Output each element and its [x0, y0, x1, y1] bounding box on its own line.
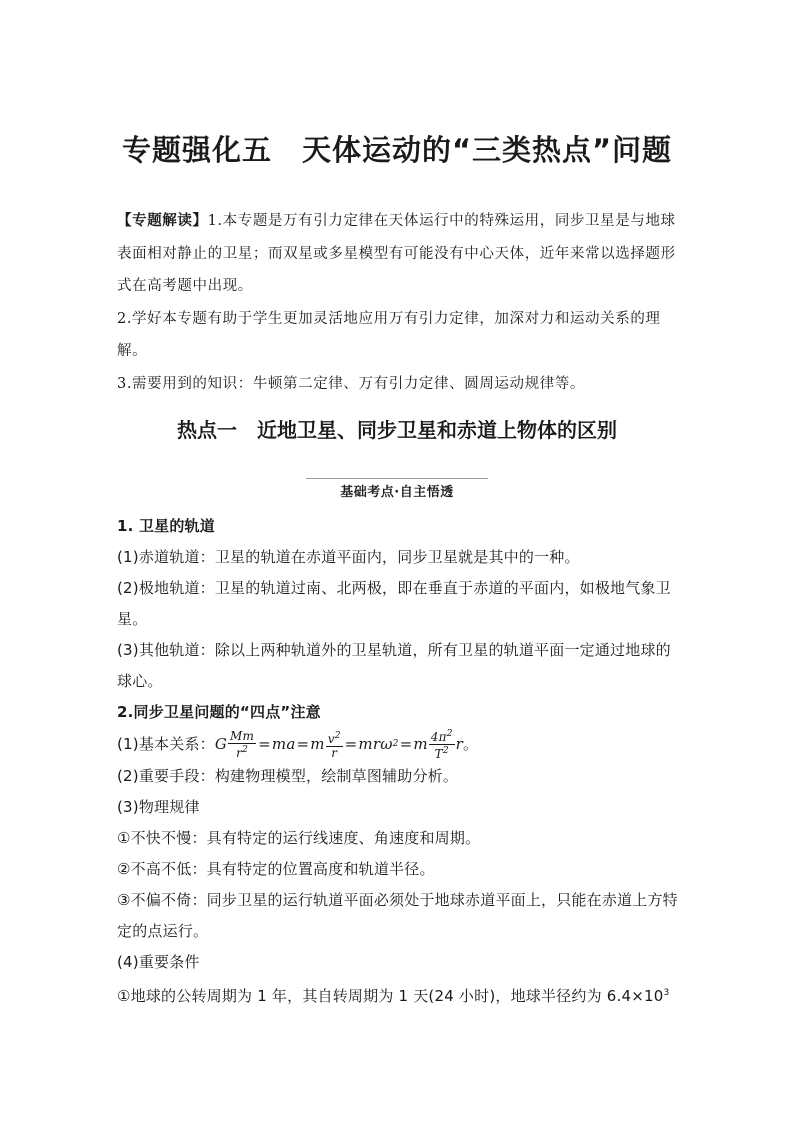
intro-paragraph-1 [117, 205, 677, 303]
item-heading-sync-satellite: 2.同步卫星问题的“四点”注意 [117, 703, 321, 721]
page-title: 专题强化五 天体运动的“三类热点”问题 [121, 133, 673, 167]
section-body [117, 511, 679, 1012]
topic-introduction [117, 205, 677, 400]
basic-relation-end: 。 [463, 735, 479, 753]
item-heading-orbits: 1. 卫星的轨道 [117, 517, 215, 535]
law-speed: ①不快不慢：具有特定的运行线速度、角速度和周期。 [117, 829, 481, 847]
condition-text: ①地球的公转周期为 1 年，其自转周期为 1 天(24 小时)，地球半径约为 6.4×10 [117, 987, 664, 1005]
section-heading: 热点一 近地卫星、同步卫星和赤道上物体的区别 [177, 418, 617, 442]
law-height: ②不高不低：具有特定的位置高度和轨道半径。 [117, 860, 435, 878]
orbit-polar: (2)极地轨道：卫星的轨道过南、北两极，即在垂直于赤道的平面内，如极地气象卫星。 [117, 579, 671, 628]
intro-tag: 【专题解读】 [117, 213, 208, 229]
conditions-heading: (4)重要条件 [117, 953, 200, 971]
intro-text-1: 1.本专题是万有引力定律在天体运行中的特殊运用，同步卫星是与地球表面相对静止的卫星；而双星或多星模型有可能没有中心天体，近年来常以选择题形式在高考题中出现。 [117, 213, 676, 294]
orbit-other: (3)其他轨道：除以上两种轨道外的卫星轨道，所有卫星的轨道平面一定通过地球的球心。 [117, 641, 671, 690]
intro-paragraph-3: 3.需要用到的知识：牛顿第二定律、万有引力定律、圆周运动规律等。 [117, 375, 586, 392]
condition-earth-period [117, 978, 679, 1012]
basic-relation [117, 728, 679, 761]
orbit-equatorial: (1)赤道轨道：卫星的轨道在赤道平面内，同步卫星就是其中的一种。 [117, 548, 580, 566]
condition-exponent: 3 [663, 988, 670, 998]
gravity-formula: G $\frac{Mm}{r^2}$ = ma = m $\frac{v^2}{r}$ = mrω 2 = m $\frac{4\pi^2}{T^2}$ r [214, 728, 464, 761]
method-item: (2)重要手段：构建物理模型，绘制草图辅助分析。 [117, 767, 459, 785]
physics-laws-heading: (3)物理规律 [117, 798, 200, 816]
law-plane: ③不偏不倚：同步卫星的运行轨道平面必须处于地球赤道平面上，只能在赤道上方特定的点运行。 [117, 891, 678, 940]
section-subheading: 基础考点·自主悟透 [340, 485, 454, 500]
section-divider [306, 478, 488, 479]
intro-paragraph-2: 2.学好本专题有助于学生更加灵活地应用万有引力定律，加深对力和运动关系的理解。 [117, 310, 661, 359]
basic-relation-label: (1)基本关系： [117, 735, 215, 753]
